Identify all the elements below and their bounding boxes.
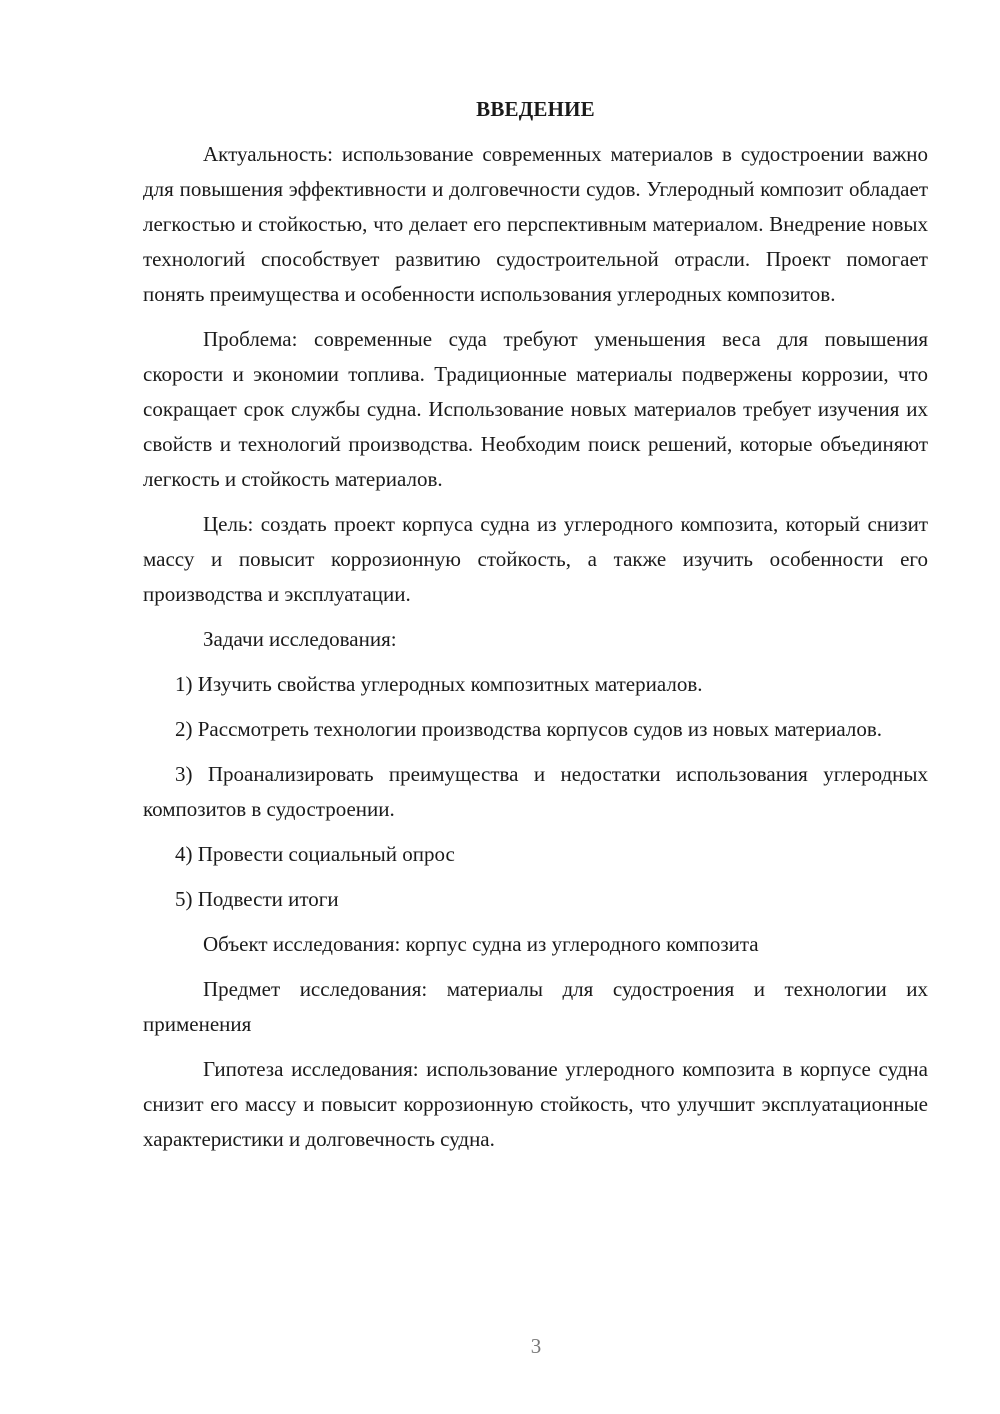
paragraph-relevance: Актуальность: использование современных материалов в судостроении важно для повышения эффективности и долговечности судов. Углеродный композит обладает легкостью и стойкостью, что делает его перспективным материалом. Внедрение новых технологий способствует развитию судостроительной отрасли. Проект помогает понять преимущества и особенности использования углеродных композитов.: [143, 142, 928, 306]
task-item-2: 2) Рассмотреть технологии производства корпусов судов из новых материалов.: [175, 717, 883, 741]
page-title: ВВЕДЕНИЕ: [476, 97, 595, 121]
paragraph-tasks-heading: Задачи исследования:: [203, 627, 397, 651]
task-item-4: 4) Провести социальный опрос: [175, 842, 455, 866]
task-item-1: 1) Изучить свойства углеродных композитных материалов.: [175, 672, 703, 696]
paragraph-goal: Цель: создать проект корпуса судна из углеродного композита, который снизит массу и повысит коррозионную стойкость, а также изучить особенности его производства и эксплуатации.: [143, 512, 928, 606]
paragraph-hypothesis: Гипотеза исследования: использование углеродного композита в корпусе судна снизит его массу и повысит коррозионную стойкость, что улучшит эксплуатационные характеристики и долговечность судна.: [143, 1057, 928, 1151]
task-item-3: 3) Проанализировать преимущества и недостатки использования углеродных композитов в судостроении.: [143, 762, 928, 821]
paragraph-object: Объект исследования: корпус судна из углеродного композита: [203, 932, 759, 956]
task-item-5: 5) Подвести итоги: [175, 887, 339, 911]
paragraph-subject: Предмет исследования: материалы для судостроения и технологии их применения: [143, 977, 928, 1036]
document-body: [143, 92, 928, 1167]
paragraph-problem: Проблема: современные суда требуют уменьшения веса для повышения скорости и экономии топлива. Традиционные материалы подвержены коррозии, что сокращает срок службы судна. Использование новых материалов требует изучения их свойств и технологий производства. Необходим поиск решений, которые объединяют легкость и стойкость материалов.: [143, 327, 928, 491]
page-number: 3: [530, 1334, 542, 1358]
